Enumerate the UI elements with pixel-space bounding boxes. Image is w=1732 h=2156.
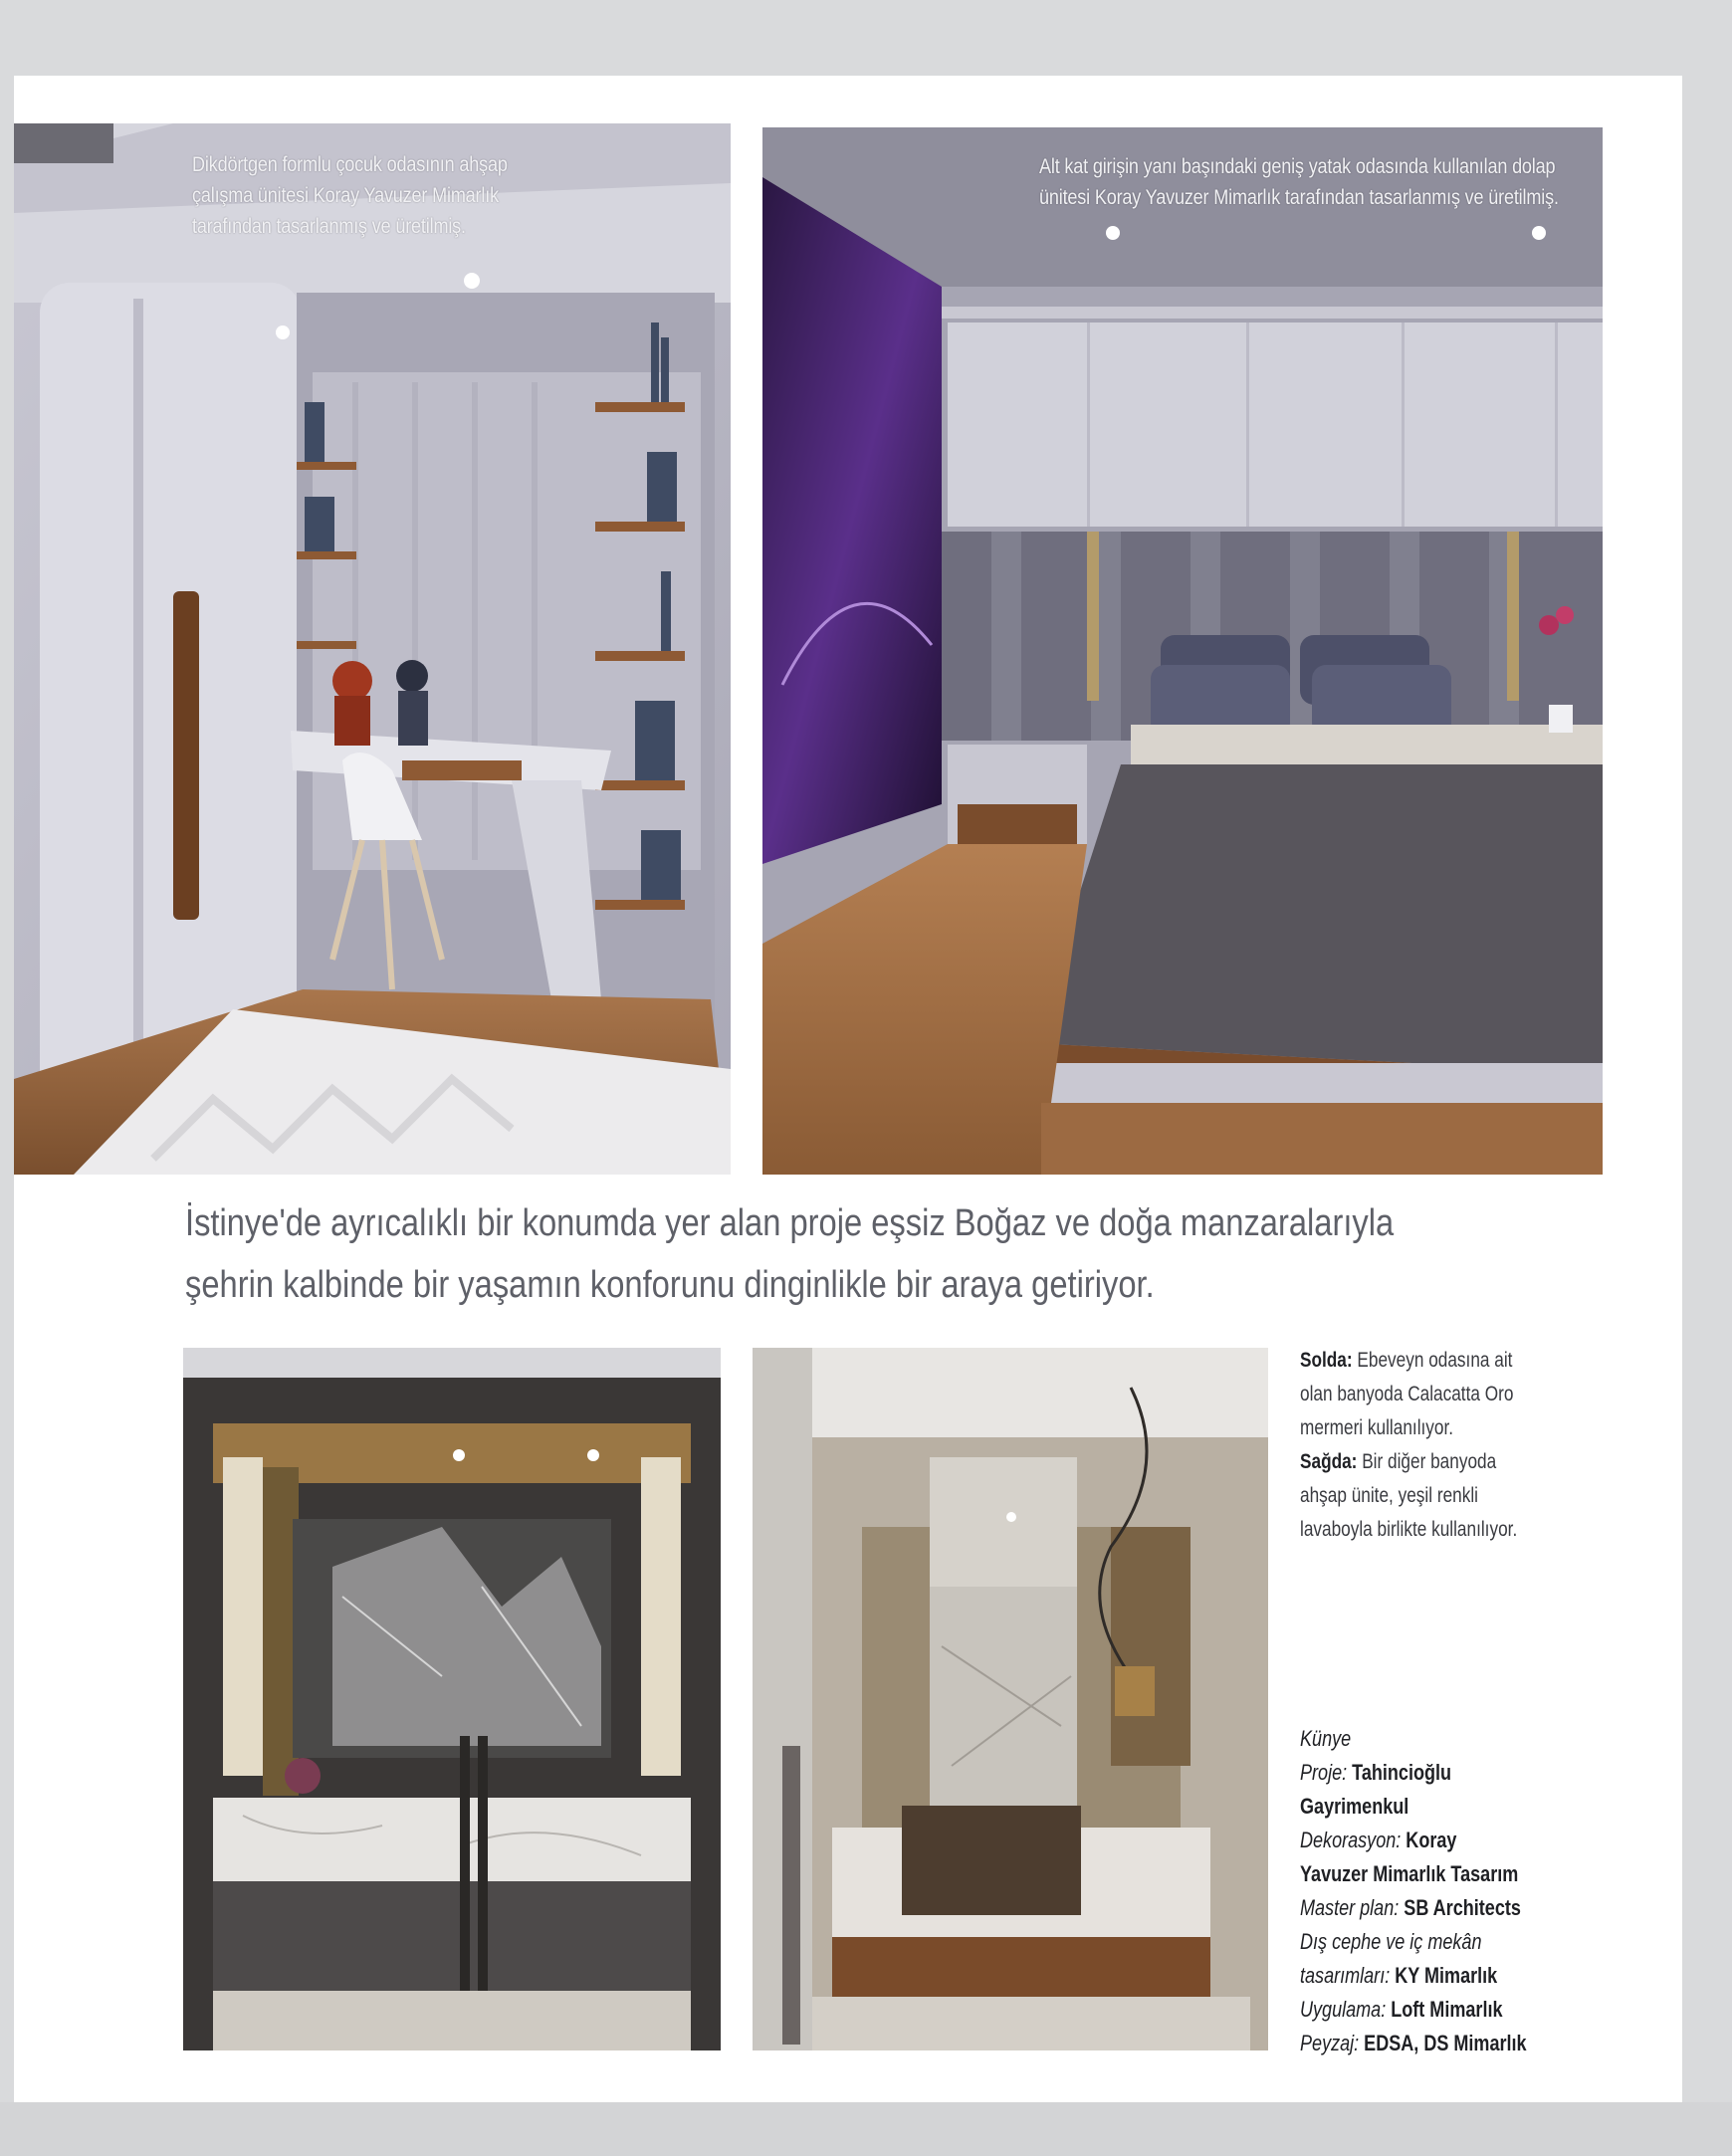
credit-row: Proje: Tahincioğlu [1300, 1760, 1452, 1785]
credit-row: Peyzaj: EDSA, DS Mimarlık [1300, 2031, 1527, 2055]
second-bathroom-photo [753, 1348, 1268, 2050]
credit-row: Uygulama: Loft Mimarlık [1300, 1997, 1503, 2022]
bedroom-photo [762, 127, 1603, 1175]
credit-row: Yavuzer Mimarlık Tasarım [1300, 1861, 1519, 1886]
credit-row: Dekorasyon: Koray [1300, 1828, 1457, 1852]
left-label: Solda: [1300, 1349, 1353, 1372]
lead-line-2: şehrin kalbinde bir yaşamın konforunu dinginlikle bir araya getiriyor. [185, 1264, 1155, 1306]
lead-line-1: İstinye'de ayrıcalıklı bir konumda yer alan proje eşsiz Boğaz ve doğa manzaralarıyla [185, 1202, 1395, 1244]
kids-room-caption: Dikdörtgen formlu çocuk odasının ahşap çalışma ünitesi Koray Yavuzer Mimarlık tarafından tasarlanmış ve üretilmiş. [192, 153, 508, 238]
master-bathroom-illustration [183, 1348, 721, 2050]
kids-room-illustration [14, 123, 731, 1175]
credits-heading: Künye [1300, 1726, 1352, 1751]
right-label: Sağda: [1300, 1450, 1358, 1473]
credit-row: Master plan: SB Architects [1300, 1895, 1521, 1920]
credit-row: Dış cephe ve iç mekân [1300, 1929, 1482, 1954]
scan-bottom-band [0, 2102, 1732, 2156]
credit-row: tasarımları: KY Mimarlık [1300, 1963, 1498, 1988]
master-bathroom-photo [183, 1348, 721, 2050]
bedroom-caption: Alt kat girişin yanı başındaki geniş yatak odasında kullanılan dolap ünitesi Koray Yavuzer Mimarlık tarafından tasarlanmış ve üretilmiş. [1039, 155, 1559, 209]
right-text: Bir diğer banyoda ahşap ünite, yeşil renkli lavaboyla birlikte kullanılıyor. [1300, 1450, 1518, 1541]
left-text: Ebeveyn odasına ait olan banyoda Calacatta Oro mermeri kullanılıyor. [1300, 1349, 1514, 1439]
credits-box [1300, 1722, 1570, 2060]
kids-room-photo [14, 123, 731, 1175]
bedroom-illustration [762, 127, 1603, 1175]
bathroom-caption [1300, 1344, 1545, 1547]
credit-row: Gayrimenkul [1300, 1794, 1409, 1819]
lead-paragraph [185, 1192, 1395, 1316]
second-bathroom-illustration [753, 1348, 1268, 2050]
